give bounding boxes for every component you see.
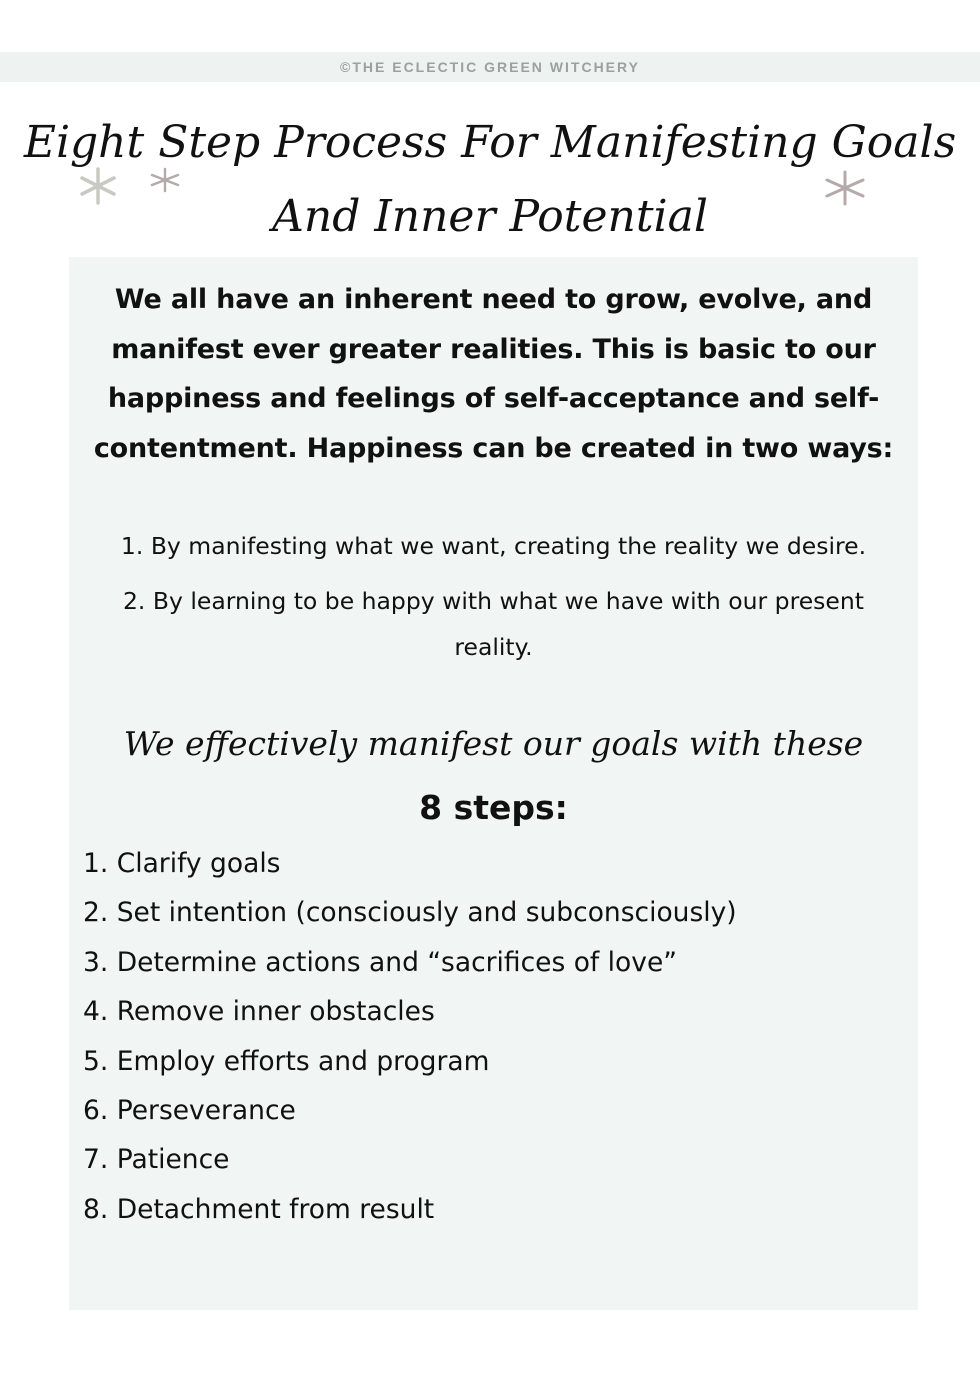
list-item: 6. Perseverance [83, 1095, 296, 1127]
list-item: 3. Determine actions and “sacrifices of love” [83, 946, 677, 978]
steps-list [83, 839, 737, 1234]
sparkle-star-icon [823, 169, 867, 207]
list-item: 1. Clarify goals [83, 848, 281, 879]
list-item: 7. Patience [83, 1144, 230, 1176]
copyright-text: ©THE ECLECTIC GREEN WITCHERY [340, 59, 640, 75]
title-line-1: Eight Step Process For Manifesting Goals [23, 117, 957, 168]
sparkle-star-icon [78, 166, 118, 206]
list-item: 2. Set intention (consciously and subconsciously) [83, 897, 737, 929]
list-item: 8. Detachment from result [83, 1193, 435, 1225]
list-item: 4. Remove inner obstacles [83, 996, 435, 1028]
title-line-2: And Inner Potential [272, 191, 708, 242]
list-item: 1. By manifesting what we want, creating the reality we desire. [120, 532, 867, 560]
content-panel [69, 257, 918, 1310]
list-item: 5. Employ efforts and program [83, 1045, 490, 1077]
sparkle-star-icon [149, 167, 181, 193]
list-item: 2. By learning to be happy with what we have with our present reality. [122, 587, 864, 661]
intro-paragraph: We all have an inherent need to grow, evolve, and manifest ever greater realities. This is basic to our happiness and feelings of self-acceptance and self-contentment. Happiness can be created in two ways: [93, 284, 894, 464]
steps-subheading: We effectively manifest our goals with these [123, 724, 864, 763]
ways-list [89, 523, 898, 679]
steps-heading: 8 steps: [419, 788, 568, 827]
copyright-bar [0, 52, 980, 82]
